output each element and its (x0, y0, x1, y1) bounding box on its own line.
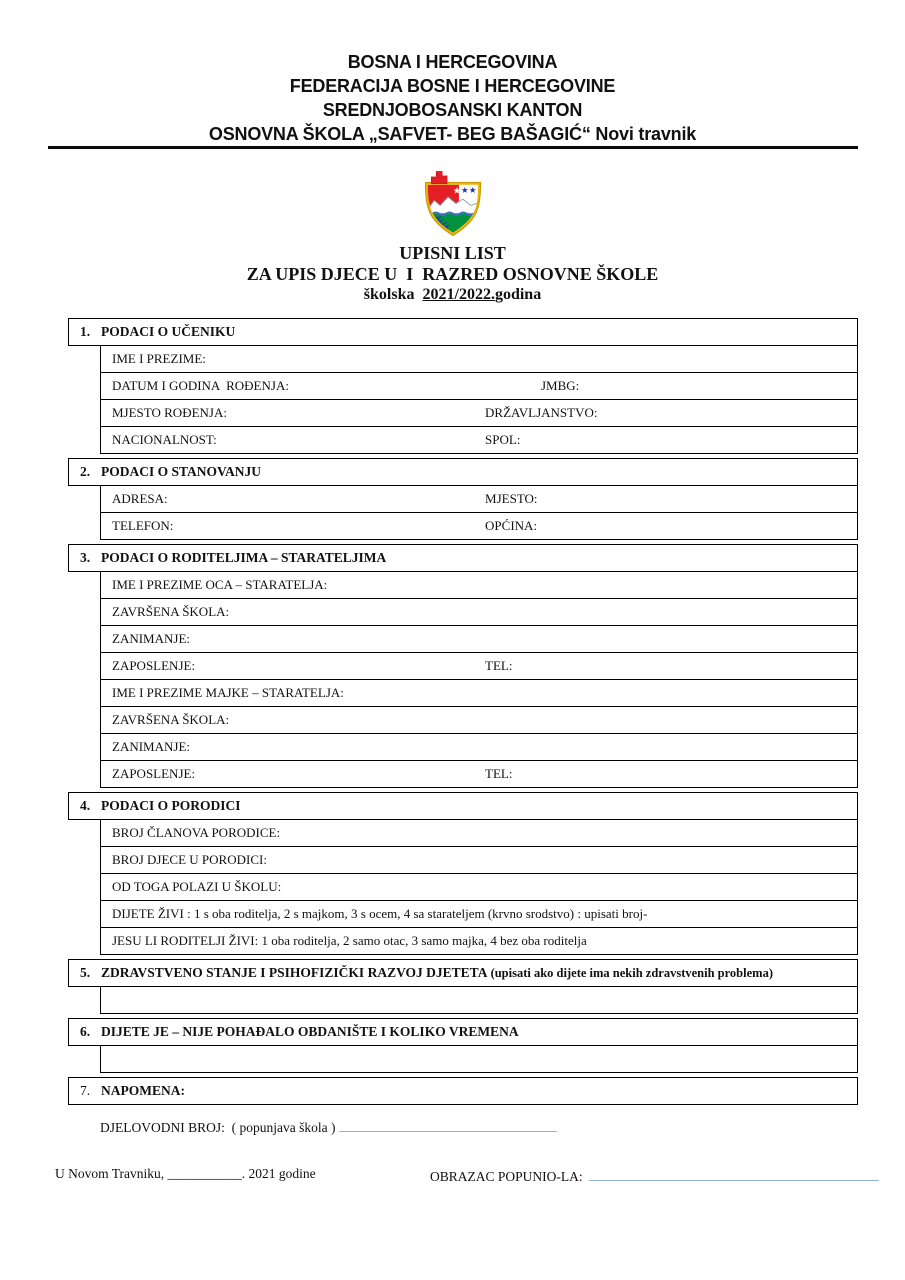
field-label: IME I PREZIME MAJKE – STARATELJA: (112, 685, 344, 700)
field-label: DRŽAVLJANSTVO: (485, 405, 598, 420)
field-label: JMBG: (540, 378, 580, 393)
section-number: 2. (79, 464, 91, 479)
section-title: PODACI O STANOVANJU (101, 464, 262, 479)
field-label: DATUM I GODINA ROĐENJA: (112, 378, 289, 393)
field-label: ZAPOSLENJE: (112, 766, 196, 781)
form-section-6 (68, 1018, 858, 1073)
form-row[interactable] (101, 847, 857, 874)
section-body (100, 1046, 858, 1073)
djelovodni-broj-label: DJELOVODNI BROJ: (100, 1120, 232, 1135)
place-suffix: . 2021 godine (241, 1166, 316, 1181)
section-number: 5. (79, 965, 91, 980)
letterhead-line-school: OSNOVNA ŠKOLA „SAFVET- BEG BAŠAGIĆ“ Novi travnik (208, 124, 697, 144)
section-body (100, 572, 858, 788)
section-header (68, 544, 858, 572)
form-row[interactable] (101, 820, 857, 847)
section-title: PODACI O PORODICI (101, 798, 241, 813)
section-header (68, 792, 858, 820)
form-row[interactable] (101, 901, 857, 928)
field-label: TEL: (485, 766, 513, 781)
form-row[interactable] (101, 572, 857, 599)
section-title: DIJETE JE – NIJE POHAĐALO OBDANIŠTE I KOLIKO VREMENA (101, 1024, 519, 1039)
section-number: 3. (79, 550, 91, 565)
school-year-suffix: godina (494, 286, 542, 303)
letterhead (0, 50, 905, 146)
section-header (68, 1077, 858, 1105)
section-title: NAPOMENA: (101, 1083, 185, 1098)
field-label: OPĆINA: (485, 518, 538, 533)
section-title: PODACI O UČENIKU (101, 324, 236, 339)
section-number: 1. (79, 324, 91, 339)
date-fill-blank[interactable]: ___________ (167, 1166, 242, 1181)
form-sections (68, 318, 858, 1109)
form-row[interactable] (101, 427, 857, 454)
section-body (100, 820, 858, 955)
letterhead-divider (48, 146, 858, 149)
djelovodni-broj-fill-line[interactable] (339, 1117, 557, 1132)
field-label: DIJETE ŽIVI : 1 s oba roditelja, 2 s majkom, 3 s ocem, 4 sa starateljem (krvno srodstvo) : upisati broj- (112, 906, 648, 921)
section-title-note: (upisati ako dijete ima nekih zdravstvenih problema) (487, 965, 773, 980)
letterhead-line-country: BOSNA I HERCEGOVINA (347, 52, 558, 72)
form-row[interactable] (101, 707, 857, 734)
djelovodni-broj-line (100, 1117, 557, 1136)
form-section-4 (68, 792, 858, 955)
form-row[interactable] (101, 874, 857, 901)
title-block (0, 243, 905, 305)
section-title: ZDRAVSTVENO STANJE I PSIHOFIZIČKI RAZVOJ DJETETA (101, 965, 488, 980)
field-label: MJESTO: (485, 491, 538, 506)
field-label: ZAPOSLENJE: (112, 658, 196, 673)
form-row[interactable] (101, 761, 857, 788)
empty-fill-row[interactable] (101, 987, 857, 1014)
section-body (100, 987, 858, 1014)
form-row[interactable] (101, 486, 857, 513)
field-label: ADRESA: (112, 491, 168, 506)
form-section-3 (68, 544, 858, 788)
form-row[interactable] (101, 599, 857, 626)
field-label: SPOL: (485, 432, 521, 447)
form-row[interactable] (101, 653, 857, 680)
form-section-1 (68, 318, 858, 454)
field-label: IME I PREZIME: (112, 351, 206, 366)
form-row[interactable] (101, 513, 857, 540)
field-label: ZANIMANJE: (112, 739, 190, 754)
section-header (68, 318, 858, 346)
empty-fill-row[interactable] (101, 1046, 857, 1073)
field-label: JESU LI RODITELJI ŽIVI: 1 oba roditelja, 2 samo otac, 3 samo majka, 4 bez oba roditelja (112, 933, 587, 948)
form-section-2 (68, 458, 858, 540)
letterhead-line-federation: FEDERACIJA BOSNE I HERCEGOVINE (289, 76, 616, 96)
form-row[interactable] (101, 346, 857, 373)
field-label: TEL: (485, 658, 513, 673)
school-year-prefix: školska (363, 286, 423, 303)
obrazac-popunio-fill-line[interactable] (589, 1166, 879, 1181)
form-row[interactable] (101, 373, 857, 400)
section-title: PODACI O RODITELJIMA – STARATELJIMA (101, 550, 387, 565)
section-header (68, 458, 858, 486)
form-row[interactable] (101, 400, 857, 427)
coat-of-arms-icon (0, 169, 905, 243)
field-label: ZAVRŠENA ŠKOLA: (112, 712, 230, 727)
form-section-7 (68, 1077, 858, 1105)
field-label: MJESTO ROĐENJA: (112, 405, 227, 420)
school-year-line (0, 285, 905, 305)
form-section-5 (68, 959, 858, 1014)
field-label: IME I PREZIME OCA – STARATELJA: (112, 577, 328, 592)
section-number: 6. (79, 1024, 91, 1039)
field-label: ZAVRŠENA ŠKOLA: (112, 604, 230, 619)
obrazac-popunio-line (430, 1166, 879, 1185)
field-label: BROJ ČLANOVA PORODICE: (112, 825, 281, 840)
form-row[interactable] (101, 626, 857, 653)
form-subtitle: ZA UPIS DJECE U I RAZRED OSNOVNE ŠKOLE (246, 264, 659, 284)
school-year-value: 2021/2022. (422, 286, 495, 303)
form-row[interactable] (101, 680, 857, 707)
section-header (68, 959, 858, 987)
section-header (68, 1018, 858, 1046)
field-label: ZANIMANJE: (112, 631, 190, 646)
field-label: OD TOGA POLAZI U ŠKOLU: (112, 879, 282, 894)
section-body (100, 346, 858, 454)
letterhead-line-canton: SREDNJOBOSANSKI KANTON (322, 100, 583, 120)
section-number: 4. (79, 798, 91, 813)
obrazac-popunio-label: OBRAZAC POPUNIO-LA: (430, 1169, 583, 1184)
form-row[interactable] (101, 734, 857, 761)
section-number: 7. (79, 1083, 91, 1098)
field-label: TELEFON: (112, 518, 174, 533)
field-label: BROJ DJECE U PORODICI: (112, 852, 267, 867)
field-label: NACIONALNOST: (112, 432, 217, 447)
form-title: UPISNI LIST (399, 243, 506, 263)
djelovodni-broj-note: ( popunjava škola ) (231, 1120, 339, 1135)
section-body (100, 486, 858, 540)
place-prefix: U Novom Travniku, (55, 1166, 168, 1181)
form-row[interactable] (101, 928, 857, 955)
place-date-line (55, 1166, 316, 1182)
